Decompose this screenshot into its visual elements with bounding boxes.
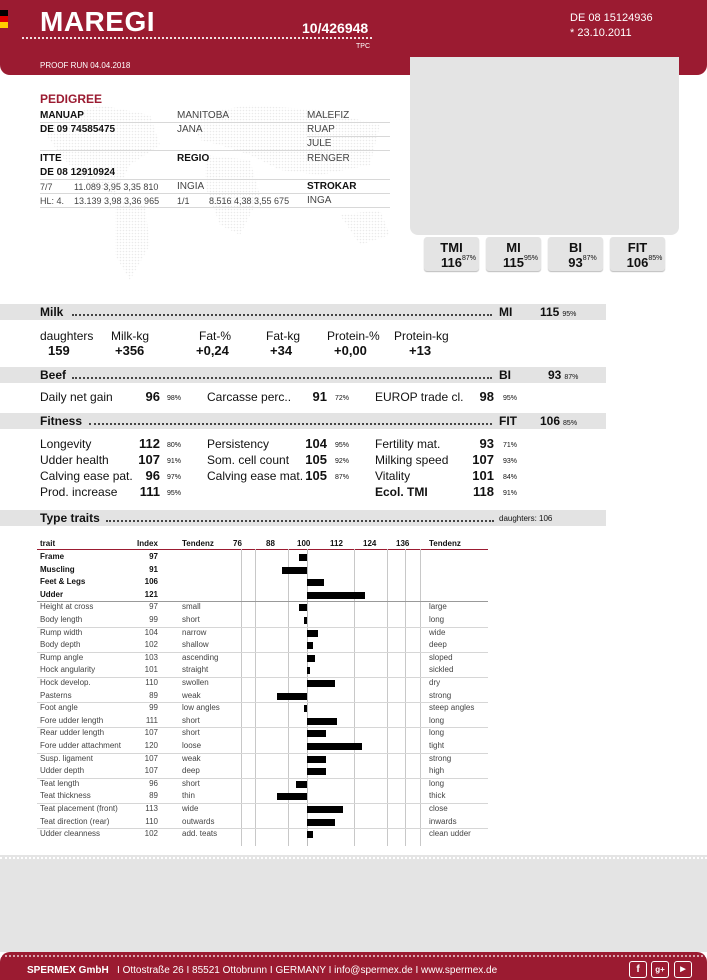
fitness-value: 112 <box>139 436 160 451</box>
trait-index: 107 <box>144 766 158 776</box>
trait-name: Rump width <box>40 627 83 637</box>
trait-tendency-left: straight <box>182 665 209 675</box>
trait-tendency-left: loose <box>182 741 202 750</box>
band-dotted-line <box>0 857 707 859</box>
milk-label-milk-kg: Milk-kg <box>111 329 149 343</box>
pedigree-divider <box>40 150 390 151</box>
dotted-leader <box>72 377 492 379</box>
fitness-label: Calving ease pat. <box>40 469 133 483</box>
section-title: Type traits <box>40 511 100 525</box>
milk-section-header <box>0 304 606 320</box>
fitness-value: 111 <box>139 484 160 499</box>
trait-tendency-left: swollen <box>182 678 209 687</box>
youtube-icon[interactable]: ▶ <box>674 961 692 978</box>
trait-tendency-left: short <box>182 778 200 788</box>
facebook-icon[interactable]: f <box>629 961 647 978</box>
fitness-value: 118 <box>473 484 494 499</box>
trait-tendency-right: deep <box>429 640 447 650</box>
sire-sire: MANITOBA <box>177 110 230 121</box>
pedigree-divider <box>40 179 390 180</box>
fitness-label: Calving ease mat. <box>207 469 304 483</box>
milk-label-protein-pct: Protein-% <box>327 329 380 343</box>
trait-tendency-left: deep <box>182 766 200 776</box>
dam-sire: REGIO <box>177 153 210 164</box>
grid-line <box>405 549 406 846</box>
dam-dam-lactation-values: 8.516 4,38 3,55 675 <box>209 196 290 206</box>
milk-label-daughters: daughters <box>40 329 94 343</box>
trait-name: Teat thickness <box>40 791 91 801</box>
trait-index: 107 <box>144 753 158 763</box>
dam-dam-lactations: 1/1 <box>177 196 190 206</box>
type-traits-section-header <box>0 510 606 526</box>
trait-index: 113 <box>145 804 158 813</box>
section-title: Milk <box>40 305 64 319</box>
beef-reliability: 95% <box>503 395 518 402</box>
herdbook-id: DE 08 15124936 <box>570 12 653 24</box>
scale-tick: 100 <box>297 539 311 548</box>
trait-name: Pasterns <box>40 690 72 700</box>
row-divider <box>37 652 488 653</box>
index-box-mi <box>486 237 541 271</box>
trait-name: Rear udder length <box>40 728 105 738</box>
trait-tendency-left: add. teats <box>182 829 218 839</box>
beef-label: EUROP trade cl. <box>375 390 464 404</box>
trait-index: 102 <box>144 829 158 839</box>
trait-bar <box>307 630 318 637</box>
trait-name: Fore udder length <box>40 715 104 725</box>
index-label: MI <box>506 240 521 255</box>
trait-bar <box>307 768 326 775</box>
section-title: Fitness <box>40 414 83 428</box>
trait-name: Rump angle <box>40 652 84 662</box>
trait-index: 96 <box>149 778 158 788</box>
trait-tendency-left: thin <box>182 791 195 801</box>
dam-highest-lactation-values: 13.139 3,98 3,36 965 <box>74 196 160 206</box>
milk-value-fat-kg: +34 <box>270 343 293 358</box>
fitness-reliability: 92% <box>335 458 350 465</box>
fitness-reliability: 87% <box>335 474 350 481</box>
trait-name: Udder depth <box>40 766 85 776</box>
section-title: Beef <box>40 368 67 382</box>
fitness-label: Prod. increase <box>40 485 118 499</box>
trait-name: Muscling <box>40 564 75 574</box>
index-box-bi <box>548 237 603 271</box>
beef-value: 96 <box>145 389 160 404</box>
trait-name: Teat direction (rear) <box>40 816 110 826</box>
grid-line <box>387 549 388 846</box>
milk-value-milk-kg: +356 <box>115 343 145 358</box>
trait-index: 110 <box>145 678 158 687</box>
company-name: SPERMEX GmbH <box>27 965 109 976</box>
scale-tick: 76 <box>233 539 242 548</box>
proof-run: PROOF RUN 04.04.2018 <box>40 61 131 70</box>
col-header-trait: trait <box>40 539 56 548</box>
trait-index: 89 <box>149 791 158 801</box>
index-box-tmi <box>424 237 479 271</box>
pedigree-divider <box>307 136 390 137</box>
index-label: BI <box>569 240 582 255</box>
trait-bar <box>307 819 335 826</box>
dam-sire-sire: RENGER <box>307 153 350 164</box>
fitness-reliability: 97% <box>167 474 182 481</box>
section-value: 93 <box>548 368 562 382</box>
beef-value: 98 <box>479 389 494 404</box>
pedigree-divider <box>40 207 390 208</box>
trait-name: Hock develop. <box>40 678 91 687</box>
row-divider <box>37 828 488 829</box>
fitness-reliability: 91% <box>167 458 182 465</box>
registration-number: 10/426948 <box>302 20 369 36</box>
milk-value-protein-pct: +0,00 <box>334 343 367 358</box>
fitness-reliability: 71% <box>503 442 518 449</box>
index-reliability: 95% <box>523 255 538 262</box>
sire-dam-sire: JULE <box>307 138 332 149</box>
trait-tendency-left: weak <box>182 690 201 700</box>
dam-name: ITTE <box>40 153 62 164</box>
trait-index: 121 <box>144 589 158 599</box>
trait-bar <box>282 567 307 574</box>
trait-bar <box>307 667 310 674</box>
fitness-value: 93 <box>479 436 494 451</box>
trait-tendency-right: sickled <box>429 665 454 675</box>
section-value: 106 <box>540 414 561 428</box>
trait-bar <box>307 718 337 725</box>
fitness-label: Milking speed <box>375 453 449 467</box>
trait-bar <box>307 642 313 649</box>
index-value: 93 <box>568 255 583 270</box>
fitness-value: 104 <box>305 436 327 451</box>
index-label: TMI <box>440 240 463 255</box>
fitness-value: 107 <box>472 452 494 467</box>
trait-tendency-left: short <box>182 715 200 725</box>
fitness-reliability: 91% <box>503 490 518 497</box>
trait-index: 103 <box>144 652 158 662</box>
milk-label-protein-kg: Protein-kg <box>394 329 449 343</box>
trait-bar <box>304 617 307 624</box>
flag-stripe-gold <box>0 22 8 28</box>
trait-name: Udder <box>40 589 64 599</box>
trait-tendency-left: weak <box>182 753 201 763</box>
pedigree-divider <box>40 193 390 194</box>
milk-value-protein-kg: +13 <box>409 343 432 358</box>
index-reliability: 87% <box>582 255 597 262</box>
trait-tendency-left: narrow <box>182 627 207 637</box>
trait-name: Udder cleanness <box>40 829 101 839</box>
dam-dam-sire: STROKAR <box>307 181 357 192</box>
fitness-reliability: 95% <box>167 490 182 497</box>
trait-name: Susp. ligament <box>40 753 93 763</box>
pedigree-title: PEDIGREE <box>40 92 103 106</box>
row-divider <box>37 778 488 779</box>
trait-bar <box>299 554 307 561</box>
daughters-note: daughters: 106 <box>499 514 553 523</box>
milk-label-fat-pct: Fat-% <box>199 329 232 343</box>
trait-bar <box>307 756 326 763</box>
dotted-leader <box>89 423 492 425</box>
trait-index: 120 <box>144 741 158 750</box>
beef-label: Carcasse perc.. <box>207 390 292 404</box>
dotted-leader <box>106 520 494 522</box>
footer-dotted-line <box>0 955 707 957</box>
section-abbr: FIT <box>499 414 517 428</box>
trait-name: Body length <box>40 615 83 624</box>
trait-tendency-right: thick <box>429 791 446 801</box>
dam-highest-lactation: HL: 4. <box>40 196 65 206</box>
trait-name: Frame <box>40 552 65 561</box>
trait-name: Height at cross <box>40 602 94 612</box>
trait-bar <box>304 705 307 712</box>
trait-tendency-right: long <box>429 715 445 725</box>
fitness-label: Longevity <box>40 437 92 451</box>
bottom-gray-band <box>0 855 707 952</box>
trait-tendency-right: long <box>429 728 445 738</box>
index-reliability: 85% <box>648 255 663 262</box>
fitness-label: Fertility mat. <box>375 437 441 451</box>
trait-name: Teat placement (front) <box>40 804 118 813</box>
trait-tendency-left: shallow <box>182 640 209 650</box>
trait-name: Body depth <box>40 640 81 650</box>
scale-tick: 136 <box>396 539 410 548</box>
fitness-value: 101 <box>472 468 494 483</box>
trait-tendency-right: dry <box>429 678 441 687</box>
sire-sire-sire: MALEFIZ <box>307 110 350 121</box>
sire-id: DE 09 74585475 <box>40 124 116 135</box>
fitness-reliability: 93% <box>503 458 518 465</box>
milk-value-fat-pct: +0,24 <box>196 343 229 358</box>
bull-name: MAREGI <box>40 6 155 37</box>
trait-name: Hock angularity <box>40 665 96 675</box>
herdbook-info <box>570 11 653 41</box>
sire-dam: JANA <box>177 124 203 135</box>
dotted-leader <box>72 314 492 316</box>
row-divider <box>37 601 488 602</box>
fitness-value: 105 <box>305 468 327 483</box>
dam-lactation-values: 11.089 3,95 3,35 810 <box>74 182 159 192</box>
milk-value-daughters: 159 <box>48 343 70 358</box>
trait-index: 89 <box>149 690 158 700</box>
google-plus-icon[interactable]: g+ <box>651 961 669 978</box>
fitness-label: Persistency <box>207 437 270 451</box>
trait-tendency-right: inwards <box>429 816 457 826</box>
trait-tendency-right: large <box>429 602 447 612</box>
beef-section-header <box>0 367 606 383</box>
trait-name: Fore udder attachment <box>40 741 121 750</box>
row-divider <box>37 727 488 728</box>
col-header-index: Index <box>137 539 158 548</box>
trait-tendency-right: high <box>429 766 445 776</box>
fitness-value: 107 <box>138 452 160 467</box>
trait-tendency-left: short <box>182 728 200 738</box>
header-dotted-line <box>22 37 372 39</box>
section-reliability: 95% <box>562 311 577 318</box>
trait-index: 99 <box>149 615 158 624</box>
index-value: 116 <box>441 255 462 270</box>
fitness-reliability: 84% <box>503 474 518 481</box>
row-divider <box>37 702 488 703</box>
footer <box>0 952 707 980</box>
index-label: FIT <box>627 240 648 255</box>
trait-tendency-left: small <box>182 602 201 612</box>
scale-tick: 88 <box>266 539 275 548</box>
fitness-label: Udder health <box>40 453 109 467</box>
trait-tendency-right: wide <box>429 627 446 637</box>
trait-tendency-right: sloped <box>429 652 453 662</box>
trait-bar <box>307 743 362 750</box>
grid-line <box>241 549 242 846</box>
trait-index: 97 <box>149 552 158 561</box>
col-header-tendenz-right: Tendenz <box>429 539 461 548</box>
trait-index: 111 <box>145 715 158 725</box>
grid-line <box>420 549 421 846</box>
trait-index: 102 <box>144 640 158 650</box>
beef-reliability: 72% <box>335 395 350 402</box>
trait-tendency-right: steep angles <box>429 703 475 713</box>
trait-tendency-right: strong <box>429 753 452 763</box>
fitness-value: 96 <box>145 468 160 483</box>
fitness-reliability: 80% <box>167 442 182 449</box>
section-abbr: MI <box>499 305 513 319</box>
trait-name: Feet & Legs <box>40 577 86 587</box>
trait-index: 97 <box>149 602 158 612</box>
fitness-section-header <box>0 413 606 429</box>
fitness-reliability: 95% <box>335 442 350 449</box>
scale-tick: 112 <box>330 539 343 548</box>
trait-bar <box>307 831 313 838</box>
index-value: 106 <box>626 255 649 270</box>
beef-value: 91 <box>312 389 327 404</box>
trait-bar <box>307 655 315 662</box>
trait-name: Teat length <box>40 778 80 788</box>
trait-bar <box>307 592 365 599</box>
trait-index: 107 <box>144 728 158 738</box>
dam-id: DE 08 12910924 <box>40 167 116 178</box>
trait-bar <box>307 730 326 737</box>
fitness-label: Vitality <box>375 469 411 483</box>
index-box-fit <box>610 237 665 271</box>
trait-tendency-left: low angles <box>182 703 220 713</box>
dam-lactations: 7/7 <box>40 182 53 192</box>
section-abbr: BI <box>499 368 511 382</box>
bull-photo-placeholder <box>410 57 679 235</box>
trait-index: 106 <box>144 577 158 587</box>
section-reliability: 87% <box>564 374 579 381</box>
fitness-label: Ecol. TMI <box>375 485 428 499</box>
trait-bar <box>277 793 307 800</box>
sire-name: MANUAP <box>40 110 84 121</box>
row-divider <box>37 753 488 754</box>
trait-bar <box>299 604 307 611</box>
trait-tendency-left: outwards <box>182 816 215 826</box>
dam-dam-dam: INGA <box>307 195 332 206</box>
trait-tendency-right: long <box>429 615 445 624</box>
trait-tendency-left: ascending <box>182 652 219 662</box>
trait-index: 99 <box>149 703 158 713</box>
trait-bar <box>307 680 335 687</box>
scale-tick: 124 <box>363 539 377 548</box>
beef-label: Daily net gain <box>40 390 113 404</box>
trait-bar <box>307 806 343 813</box>
section-reliability: 85% <box>563 420 578 427</box>
row-divider <box>37 677 488 678</box>
trait-tendency-right: clean udder <box>429 829 471 839</box>
trait-tendency-left: short <box>182 615 200 624</box>
sire-sire-dam: RUAP <box>307 124 335 135</box>
trait-index: 91 <box>149 564 158 574</box>
dam-dam: INGIA <box>177 181 205 192</box>
birth-date: * 23.10.2011 <box>570 27 632 39</box>
beef-reliability: 98% <box>167 395 182 402</box>
fitness-label: Som. cell count <box>207 453 290 467</box>
trait-index: 104 <box>144 627 158 637</box>
tpc-label: TPC <box>356 43 370 50</box>
trait-index: 101 <box>144 665 158 675</box>
trait-tendency-right: strong <box>429 690 452 700</box>
pedigree-divider <box>40 122 390 123</box>
index-reliability: 87% <box>461 255 476 262</box>
trait-tendency-left: wide <box>182 804 199 813</box>
trait-tendency-right: long <box>429 778 445 788</box>
trait-tendency-right: close <box>429 804 448 813</box>
section-value: 115 <box>540 305 560 319</box>
trait-bar <box>277 693 307 700</box>
row-divider <box>37 627 488 628</box>
trait-bar <box>307 579 324 586</box>
milk-label-fat-kg: Fat-kg <box>266 329 301 343</box>
company-address: I Ottostraße 26 I 85521 Ottobrunn I GERMANY I info@spermex.de I www.spermex.de <box>117 965 498 976</box>
trait-bar <box>296 781 307 788</box>
grid-line <box>255 549 256 846</box>
trait-index: 110 <box>145 816 158 826</box>
index-value: 115 <box>503 255 524 270</box>
trait-tendency-right: tight <box>429 741 445 750</box>
fitness-value: 105 <box>305 452 327 467</box>
col-header-tendenz-left: Tendenz <box>182 539 214 548</box>
trait-name: Foot angle <box>40 703 78 713</box>
